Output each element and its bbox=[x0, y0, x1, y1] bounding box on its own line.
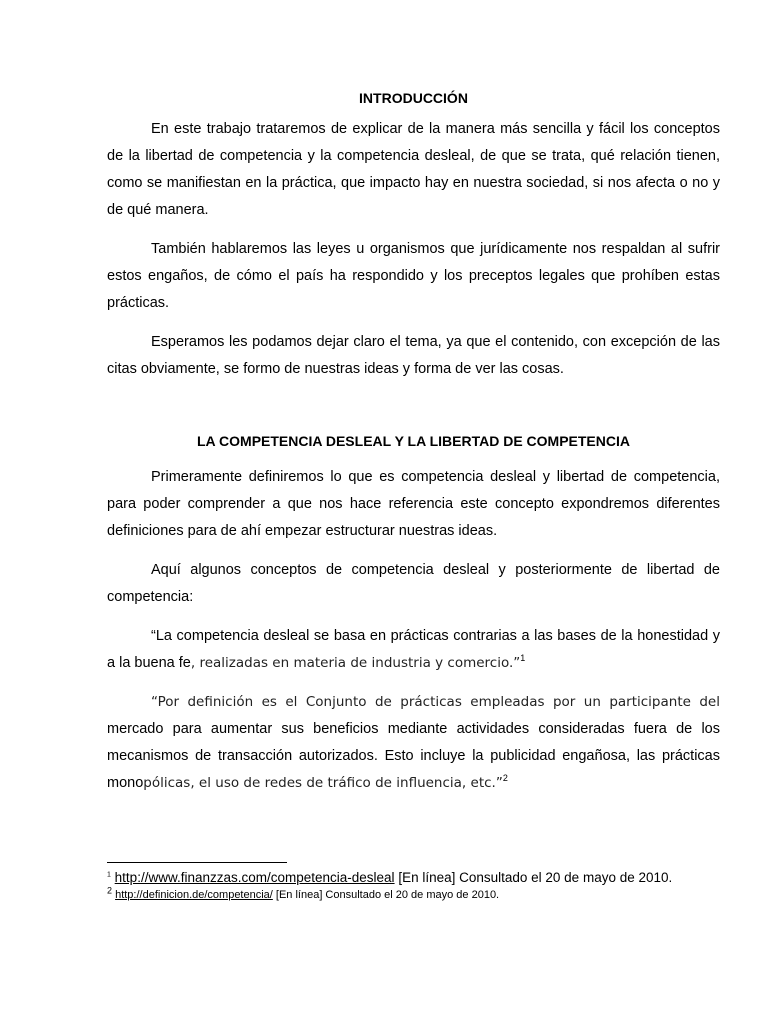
intro-paragraph-3: Esperamos les podamos dejar claro el tema, ya que el contenido, con excepción de las citas obviamente, se formo de nuestras ideas y forma de ver las cosas. bbox=[107, 334, 720, 377]
document-body bbox=[107, 90, 720, 797]
footnote-1 bbox=[107, 870, 672, 885]
quote-1-continuation: , realizadas en materia de industria y comercio.” bbox=[190, 655, 521, 671]
quote-2 bbox=[107, 689, 720, 797]
footnote-2-link[interactable]: http://definicion.de/competencia/ bbox=[115, 889, 273, 901]
intro-heading: INTRODUCCIÓN bbox=[359, 90, 468, 106]
footnote-separator bbox=[107, 862, 287, 863]
quote-2-text: mercado para aumentar sus beneficios mediante actividades consideradas fuera de los mecanismos de transacción autorizados. Esto incluye la publicidad engañosa, las prácticas mono bbox=[107, 721, 720, 791]
section-heading: LA COMPETENCIA DESLEAL Y LA LIBERTAD DE COMPETENCIA bbox=[197, 433, 630, 449]
footnote-1-link[interactable]: http://www.finanzzas.com/competencia-desleal bbox=[114, 870, 395, 885]
section-paragraph-2: Aquí algunos conceptos de competencia desleal y posteriormente de libertad de competencia: bbox=[107, 562, 720, 605]
quote-1 bbox=[107, 623, 720, 677]
footnote-1-number: 1 bbox=[107, 871, 111, 879]
footnote-ref-2: 2 bbox=[502, 773, 508, 784]
section-paragraph-1: Primeramente definiremos lo que es competencia desleal y libertad de competencia, para poder comprender a que nos hace referencia este concepto expondremos diferentes definiciones para de ahí empezar estructurar nuestras ideas. bbox=[107, 469, 720, 539]
intro-paragraph-2: También hablaremos las leyes u organismos que jurídicamente nos respaldan al sufrir estos engaños, de cómo el país ha respondido y los preceptos legales que prohíben estas prácticas. bbox=[107, 241, 720, 311]
intro-paragraph-1: En este trabajo trataremos de explicar de la manera más sencilla y fácil los conceptos de la libertad de competencia y la competencia desleal, de que se trata, qué relación tienen, como se manifiestan en la práctica, que impacto hay en nuestra sociedad, si nos afecta o no y de qué manera. bbox=[107, 121, 720, 218]
quote-2-opening: “Por definición es el Conjunto de prácticas empleadas por un participante del bbox=[151, 694, 720, 710]
quote-1-text: “La competencia desleal se basa en prácticas contrarias a las bases de la honestidad y a la buena fe bbox=[107, 628, 720, 671]
footnote-1-text: [En línea] Consultado el 20 de mayo de 2010. bbox=[394, 870, 673, 885]
footnote-2-text: [En línea] Consultado el 20 de mayo de 2010. bbox=[272, 889, 500, 901]
footnote-2-number: 2 bbox=[107, 885, 113, 896]
footnote-ref-1: 1 bbox=[520, 653, 526, 664]
quote-2-continuation: pólicas, el uso de redes de tráfico de influencia, etc.” bbox=[143, 775, 503, 791]
footnote-2 bbox=[107, 885, 500, 901]
